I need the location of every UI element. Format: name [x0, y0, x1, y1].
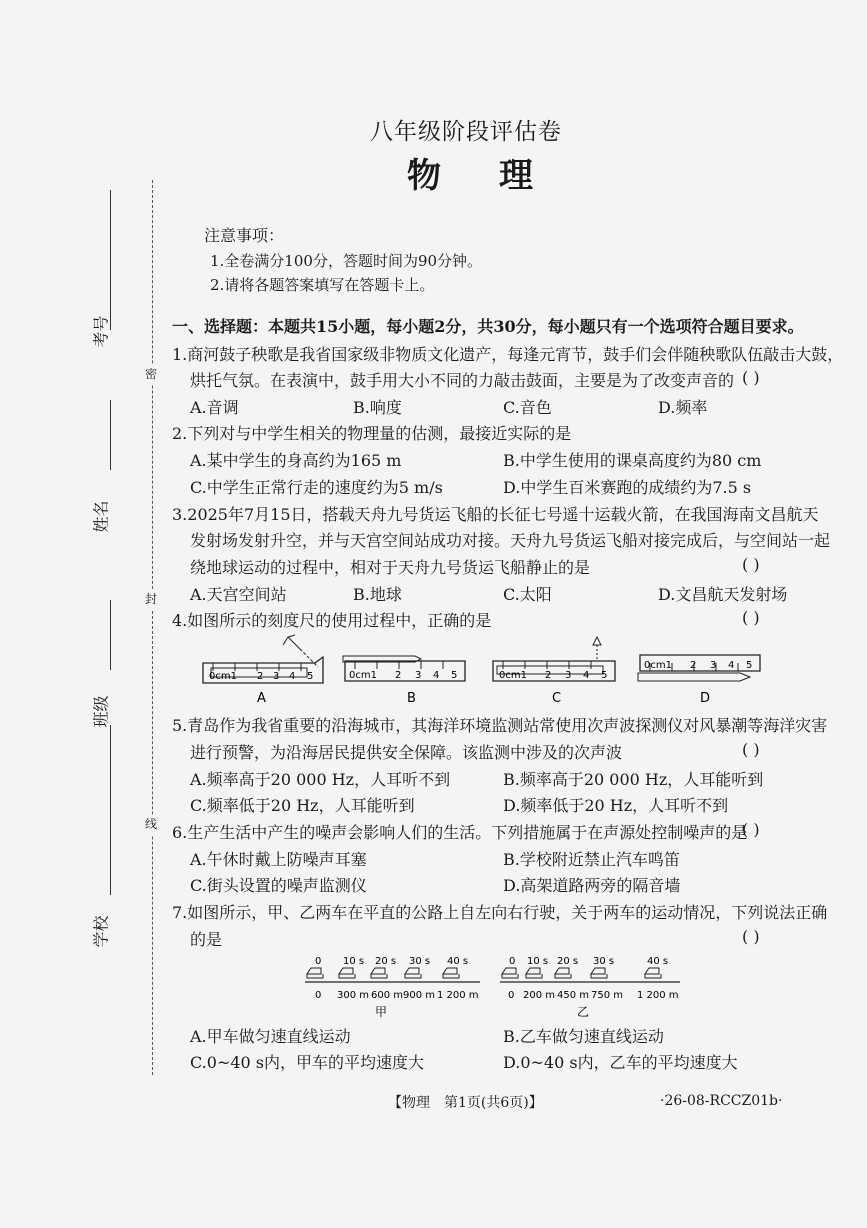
figure-label-b: B — [407, 691, 416, 706]
q1-option-c: C.音色 — [503, 398, 552, 417]
q2-option-c: C.中学生正常行走的速度约为5 m/s — [190, 478, 443, 497]
subject-title: 物理 — [407, 156, 591, 196]
ruler-a — [203, 635, 323, 683]
q7-option-d: D.0~40 s内，乙车的平均速度大 — [503, 1053, 738, 1072]
jia-time-label: 30 s — [409, 956, 431, 967]
jia-distance-label: 0 — [315, 990, 322, 1001]
q6-option-b: B.学校附近禁止汽车鸣笛 — [503, 850, 680, 869]
ruler-b-tick: 5 — [451, 670, 458, 681]
ruler-c-tick: 5 — [601, 670, 608, 681]
yi-time-label: 0 — [509, 956, 516, 967]
exam-number-label: 考号 — [91, 315, 111, 348]
exam-number-line — [110, 190, 111, 330]
ruler-c-zero: 0cm1 — [499, 670, 527, 681]
answer-bracket: ( ) — [742, 368, 760, 387]
question-1-line-2: 烘托气氛。在表演中，鼓手用大小不同的力敲击鼓面，主要是为了改变声音的 — [190, 371, 735, 390]
ruler-c — [493, 637, 615, 681]
yi-time-label: 20 s — [557, 956, 579, 967]
cars-motion-figure — [295, 952, 695, 1024]
figure-label-c: C — [552, 691, 562, 706]
question-3-line-3: 绕地球运动的过程中，相对于天舟九号货运飞船静止的是 — [190, 558, 591, 577]
question-7-line-2: 的是 — [190, 930, 223, 949]
jia-car-label: 甲 — [375, 1005, 388, 1019]
class-label: 班级 — [91, 695, 111, 728]
note-item: 2.请将各题答案填写在答题卡上。 — [210, 276, 435, 294]
figure-label-d: D — [700, 691, 711, 706]
q1-option-a: A.音调 — [190, 398, 239, 417]
ruler-b-tick: 2 — [395, 670, 402, 681]
q2-option-b: B.中学生使用的课桌高度约为80 cm — [503, 451, 762, 470]
q1-option-b: B.响度 — [353, 398, 402, 417]
section-heading: 一、选择题：本题共15小题，每小题2分，共30分，每小题只有一个选项符合题目要求。 — [172, 317, 804, 336]
paper-code: ·26-08-RCCZ01b· — [660, 1093, 783, 1109]
ruler-c-tick: 2 — [545, 670, 552, 681]
q6-option-d: D.高架道路两旁的隔音墙 — [503, 876, 681, 895]
jia-time-label: 10 s — [343, 956, 365, 967]
binding-mark-feng: 封 — [140, 590, 162, 610]
yi-distance-label: 450 m — [557, 990, 590, 1001]
ruler-b-tick: 4 — [433, 670, 440, 681]
answer-bracket: ( ) — [742, 927, 760, 946]
question-6-line-1: 6.生产生活中产生的噪声会影响人们的生活。下列措施属于在声源处控制噪声的是 — [172, 823, 748, 842]
jia-time-label: 0 — [315, 956, 322, 967]
ruler-d-tick: 4 — [728, 660, 735, 671]
question-3-line-2: 发射场发射升空，并与天宫空间站成功对接。天舟九号货运飞船对接完成后，与空间站一起 — [190, 531, 831, 550]
question-3-line-1: 3.2025年7月15日，搭载天舟九号货运飞船的长征七号遥十运载火箭，在我国海南文昌航天 — [172, 505, 819, 524]
jia-distance-label: 1 200 m — [437, 990, 479, 1001]
q3-option-d: D.文昌航天发射场 — [658, 585, 788, 604]
q6-option-c: C.街头设置的噪声监测仪 — [190, 876, 367, 895]
exam-title: 八年级阶段评估卷 — [370, 119, 562, 145]
name-line — [110, 400, 111, 470]
ruler-d-tick: 3 — [710, 660, 717, 671]
ruler-b-zero: 0cm1 — [349, 670, 377, 681]
answer-bracket: ( ) — [742, 820, 760, 839]
binding-mark-xian: 线 — [140, 815, 162, 835]
yi-distance-label: 1 200 m — [637, 990, 679, 1001]
jia-time-label: 20 s — [375, 956, 397, 967]
ruler-b-tick: 3 — [415, 670, 422, 681]
question-4-line-1: 4.如图所示的刻度尺的使用过程中，正确的是 — [172, 611, 492, 630]
q1-option-d: D.频率 — [658, 398, 708, 417]
q2-option-d: D.中学生百米赛跑的成绩约为7.5 s — [503, 478, 752, 497]
q3-option-c: C.太阳 — [503, 585, 552, 604]
question-5-line-1: 5.青岛作为我省重要的沿海城市，其海洋环境监测站常使用次声波探测仪对风暴潮等海洋灾害 — [172, 716, 828, 735]
ruler-a-zero: 0cm1 — [209, 671, 237, 682]
jia-distance-label: 600 m — [371, 990, 404, 1001]
ruler-a-tick: 3 — [273, 671, 280, 682]
jia-distance-label: 300 m — [337, 990, 370, 1001]
figure-label-a: A — [257, 691, 266, 706]
q5-option-b: B.频率高于20 000 Hz，人耳能听到 — [503, 770, 764, 789]
answer-bracket: ( ) — [742, 555, 760, 574]
car-yi-diagram — [500, 956, 680, 1019]
answer-bracket: ( ) — [742, 608, 760, 627]
question-7-line-1: 7.如图所示，甲、乙两车在平直的公路上自左向右行驶，关于两车的运动情况，下列说法正确 — [172, 903, 828, 922]
question-5-line-2: 进行预警，为沿海居民提供安全保障。该监测中涉及的次声波 — [190, 743, 623, 762]
yi-distance-label: 200 m — [523, 990, 556, 1001]
yi-time-label: 30 s — [593, 956, 615, 967]
ruler-d-tick: 2 — [690, 660, 697, 671]
ruler-d-tick: 5 — [746, 660, 753, 671]
ruler-c-tick: 3 — [565, 670, 572, 681]
yi-time-label: 10 s — [527, 956, 549, 967]
note-item: 1.全卷满分100分，答题时间为90分钟。 — [210, 252, 483, 270]
yi-time-label: 40 s — [647, 956, 669, 967]
ruler-a-tick: 5 — [307, 671, 314, 682]
ruler-d-zero: 0cm1 — [644, 660, 672, 671]
yi-car-label: 乙 — [577, 1005, 590, 1019]
q3-option-a: A.天宫空间站 — [190, 585, 287, 604]
ruler-b — [343, 656, 465, 681]
q2-option-a: A.某中学生的身高约为165 m — [190, 451, 402, 470]
notes-heading: 注意事项： — [204, 226, 285, 245]
binding-mark-mi: 密 — [140, 365, 162, 385]
ruler-a-tick: 4 — [289, 671, 296, 682]
jia-time-label: 40 s — [447, 956, 469, 967]
school-line — [110, 725, 111, 895]
class-line — [110, 600, 111, 670]
ruler-c-tick: 4 — [583, 670, 590, 681]
ruler-figure — [195, 630, 785, 710]
ruler-d — [638, 655, 760, 681]
yi-distance-label: 750 m — [591, 990, 624, 1001]
q7-option-a: A.甲车做匀速直线运动 — [190, 1027, 351, 1046]
school-label: 学校 — [91, 915, 111, 948]
q5-option-c: C.频率低于20 Hz，人耳能听到 — [190, 796, 415, 815]
page-number: 【物理 第1页(共6页)】 — [388, 1095, 543, 1111]
q5-option-d: D.频率低于20 Hz，人耳听不到 — [503, 796, 729, 815]
name-label: 姓名 — [91, 500, 111, 533]
ruler-a-tick: 2 — [257, 671, 264, 682]
question-1-line-1: 1.商河鼓子秧歌是我省国家级非物质文化遗产，每逢元宵节，鼓手们会伴随秧歌队伍敲击大鼓， — [172, 345, 844, 364]
q6-option-a: A.午休时戴上防噪声耳塞 — [190, 850, 367, 869]
answer-bracket: ( ) — [742, 740, 760, 759]
question-2-line-1: 2.下列对与中学生相关的物理量的估测，最接近实际的是 — [172, 424, 572, 443]
q5-option-a: A.频率高于20 000 Hz，人耳听不到 — [190, 770, 451, 789]
jia-distance-label: 900 m — [403, 990, 436, 1001]
car-jia-diagram — [305, 956, 480, 1019]
yi-distance-label: 0 — [508, 990, 515, 1001]
binding-dashed-line — [152, 180, 153, 1075]
q3-option-b: B.地球 — [353, 585, 402, 604]
q7-option-b: B.乙车做匀速直线运动 — [503, 1027, 664, 1046]
q7-option-c: C.0~40 s内，甲车的平均速度大 — [190, 1053, 425, 1072]
